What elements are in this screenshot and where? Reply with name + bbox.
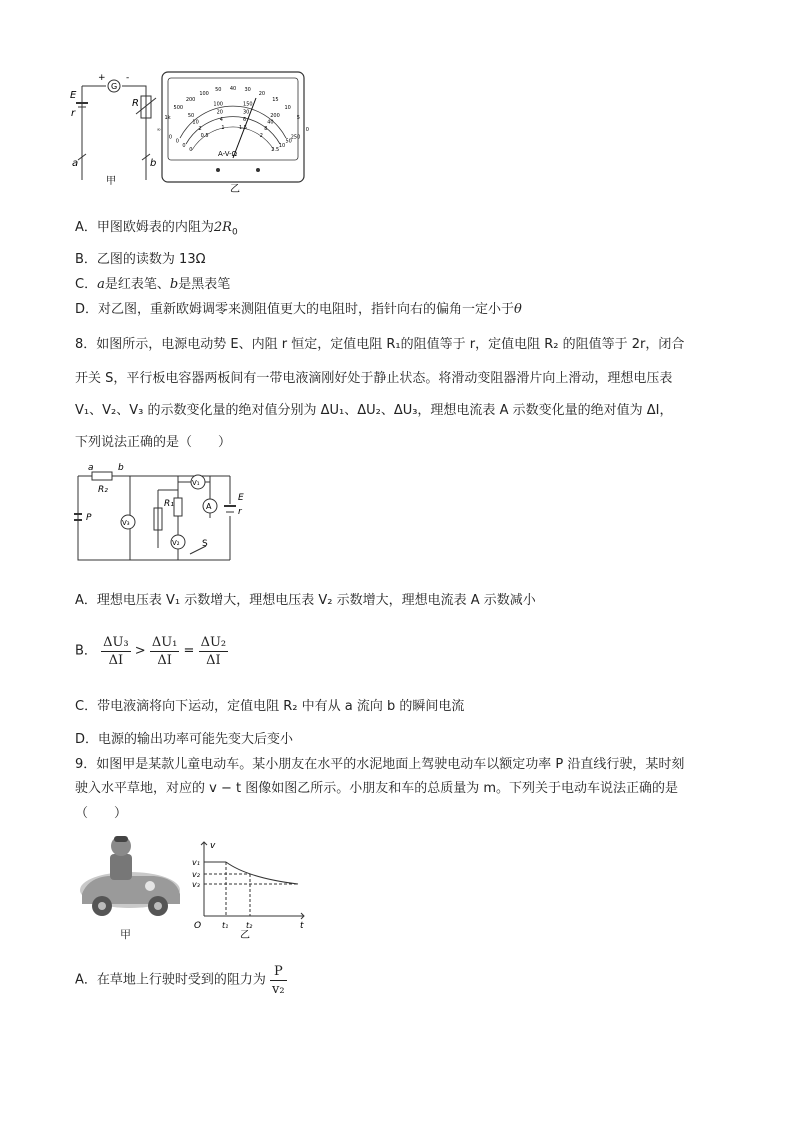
q8-stem-line1: 8．如图所示，电源电动势 E、内阻 r 恒定，定值电阻 R₁的阻值等于 r，定值电阻 R₂ 的阻值等于 2r，闭合 [75, 337, 685, 352]
tick-v2: v₂ [192, 870, 200, 879]
r-label: r [71, 108, 76, 119]
frac3-den: ΔI [206, 653, 221, 668]
q8-option-d: D．电源的输出功率可能先变大后变小 [75, 732, 294, 747]
q8-fig-v3: V₃ [122, 519, 130, 527]
dc-top-tick-label: 150 [243, 101, 253, 108]
q8-option-a: A．理想电压表 V₁ 示数增大，理想电压表 V₂ 示数增大，理想电流表 A 示数减小 [75, 593, 536, 608]
frac1-den: ΔI [108, 653, 124, 668]
q7-option-c-a: a [97, 277, 105, 292]
q8-stem-line4: 下列说法正确的是（ ） [75, 435, 232, 450]
dc-low-tick-label: 4 [219, 117, 223, 124]
q8-fig-e: E [238, 493, 244, 503]
q8-fig-p: P [86, 513, 92, 523]
e-label: E [70, 90, 77, 101]
ac-tick-label: 1 [221, 125, 225, 131]
fraction-du1-di [150, 634, 180, 669]
dc-mid-tick-label: 10 [192, 119, 199, 126]
ohm-tick-label: 1k [164, 115, 171, 122]
dc-mid-tick-label: 50 [285, 138, 292, 145]
ohm-tick-label: 20 [258, 90, 266, 97]
minus-label: - [126, 73, 130, 83]
ohm-tick-label: 50 [215, 87, 222, 94]
ohm-tick-label: 0 [305, 126, 309, 133]
ohm-tick-label: 15 [272, 96, 279, 103]
dc-top-tick-label: 100 [213, 101, 223, 108]
q8-fig-b: b [118, 463, 124, 473]
ohm-tick-label: ∞ [156, 126, 161, 133]
dc-top-tick-label: 0 [168, 134, 173, 141]
axis-t-label: t [300, 921, 304, 931]
fraction-du3-di [101, 634, 131, 669]
q8-option-b [75, 634, 228, 669]
q9-stem-line2: 驶入水平草地，对应的 v − t 图像如图乙所示。小朋友和车的总质量为 m。下列关于电动车说法正确的是 [75, 781, 679, 796]
op-equal: = [183, 643, 195, 659]
ohm-tick-label: 500 [173, 105, 184, 111]
child-toy-car-image [78, 832, 182, 926]
axis-v-label: v [210, 841, 216, 851]
frac-p-num: P [270, 963, 287, 981]
ac-tick-label: 2 [259, 132, 263, 139]
q7-circuit-and-meter [68, 68, 308, 196]
frac3-num: ΔU₂ [200, 635, 227, 650]
ohm-tick-label: 200 [185, 96, 196, 103]
frac1-num: ΔU₃ [103, 635, 129, 650]
fig-jia-label: 甲 [106, 176, 116, 187]
q9-stem-line3: （ ） [75, 806, 128, 821]
q7-option-c-end: 是黑表笔 [178, 277, 231, 292]
dc-low-tick-label: 2 [198, 126, 202, 133]
dc-mid-tick-label: 40 [267, 119, 274, 126]
q8-stem-line3: V₁、V₂、V₃ 的示数变化量的绝对值分别为 ΔU₁、ΔU₂、ΔU₃，理想电流表 A 示数变化量的绝对值为 ΔI， [75, 403, 673, 418]
dc-mid-tick-label: 0 [175, 138, 179, 145]
q8-fig-r2: R₂ [98, 485, 108, 495]
dc-mid-tick-label: 30 [243, 109, 250, 116]
tick-t1: t₁ [222, 921, 229, 930]
q8-stem-line2: 开关 S，平行板电容器两板间有一带电液滴刚好处于静止状态。将滑动变阻器滑片向上滑动，理想电压表 [75, 371, 673, 386]
q9-option-a-text: A．在草地上行驶时受到的阻力为 [75, 972, 266, 988]
fig-yi-label: 乙 [230, 184, 240, 195]
dc-low-tick-label: 0 [182, 142, 186, 149]
a-label: a [72, 158, 79, 169]
q7-option-d [75, 301, 522, 319]
dc-mid-tick-label: 20 [216, 109, 223, 116]
q8-fig-r1: R₁ [164, 499, 174, 509]
tick-v3: v₃ [192, 880, 200, 889]
dc-top-tick-label: 250 [290, 134, 301, 141]
ac-tick-label: 1.5 [239, 125, 247, 131]
meter-caption: A-V-Ω [218, 150, 238, 158]
tick-t2: t₂ [246, 921, 253, 930]
ac-tick-label: 2.5 [271, 147, 280, 154]
q7-option-a-sub: 0 [231, 227, 238, 238]
frac2-den: ΔI [157, 653, 172, 668]
dc-low-tick-label: 6 [243, 117, 247, 124]
origin-label: O [194, 921, 202, 931]
R-label: R [132, 98, 139, 109]
q8-circuit [70, 462, 250, 568]
g-label: G [111, 82, 118, 91]
ohm-tick-label: 30 [244, 87, 251, 94]
q9-stem-line1: 9．如图甲是某款儿童电动车。某小朋友在水平的水泥地面上驾驶电动车以额定功率 P 沿直线行驶，某时刻 [75, 757, 685, 772]
fraction-p-v2 [270, 963, 287, 998]
vt-graph-svg [188, 838, 312, 941]
q7-option-a-text: A．甲图欧姆表的内阻为 [75, 220, 214, 235]
q9-vt-graph [188, 838, 312, 941]
b-label: b [150, 158, 157, 169]
dc-low-tick-label: 8 [264, 126, 268, 133]
op-greater: > [134, 643, 146, 659]
q8-fig-r: r [238, 507, 242, 517]
q7-option-c-mid: 是红表笔、 [104, 277, 170, 292]
ohm-tick-label: 100 [199, 90, 209, 97]
q8-fig-v2: V₂ [172, 539, 180, 547]
ac-tick-label: 0.5 [200, 132, 209, 139]
q8-fig-a-meter: A [206, 502, 212, 511]
q9-option-a [75, 963, 287, 998]
frac-v2-den: v₂ [272, 982, 285, 997]
q8-fig-v1: V₁ [192, 479, 200, 487]
q7-option-d-text: D．对乙图，重新欧姆调零来测阻值更大的电阻时，指针向右的偏角一定小于 [75, 302, 515, 317]
q7-option-c [75, 276, 230, 294]
q9-car-photo [78, 832, 182, 941]
tick-v1: v₁ [192, 858, 200, 867]
q7-option-c-prefix: C． [75, 277, 98, 292]
dc-top-tick-label: 200 [270, 113, 280, 120]
ac-tick-label: 0 [189, 147, 193, 154]
ohm-tick-label: 10 [284, 105, 291, 111]
dc-low-tick-label: 10 [278, 142, 286, 149]
q7-option-d-theta: θ [514, 302, 522, 317]
q9-fig-yi-label: 乙 [240, 930, 250, 941]
figure-q8 [70, 462, 250, 568]
ohm-tick-label: 5 [296, 115, 300, 122]
q8-option-b-prefix: B． [75, 643, 97, 659]
fraction-du2-di [199, 634, 229, 669]
q7-option-c-b: b [169, 277, 179, 292]
q9-fig-jia-label: 甲 [120, 928, 131, 941]
frac2-num: ΔU₁ [151, 635, 178, 650]
dc-top-tick-label: 50 [187, 113, 195, 120]
q8-fig-s: S [202, 539, 208, 549]
q8-fig-a: a [88, 463, 94, 473]
plus-label: + [98, 73, 106, 83]
ohm-tick-label: 40 [229, 86, 237, 92]
q8-option-c: C．带电液滴将向下运动，定值电阻 R₂ 中有从 a 流向 b 的瞬间电流 [75, 699, 465, 714]
q7-option-b: B．乙图的读数为 13Ω [75, 252, 206, 267]
figure-q7 [68, 68, 308, 196]
q7-option-a [75, 219, 238, 242]
q7-option-a-value: 2R [213, 220, 232, 235]
